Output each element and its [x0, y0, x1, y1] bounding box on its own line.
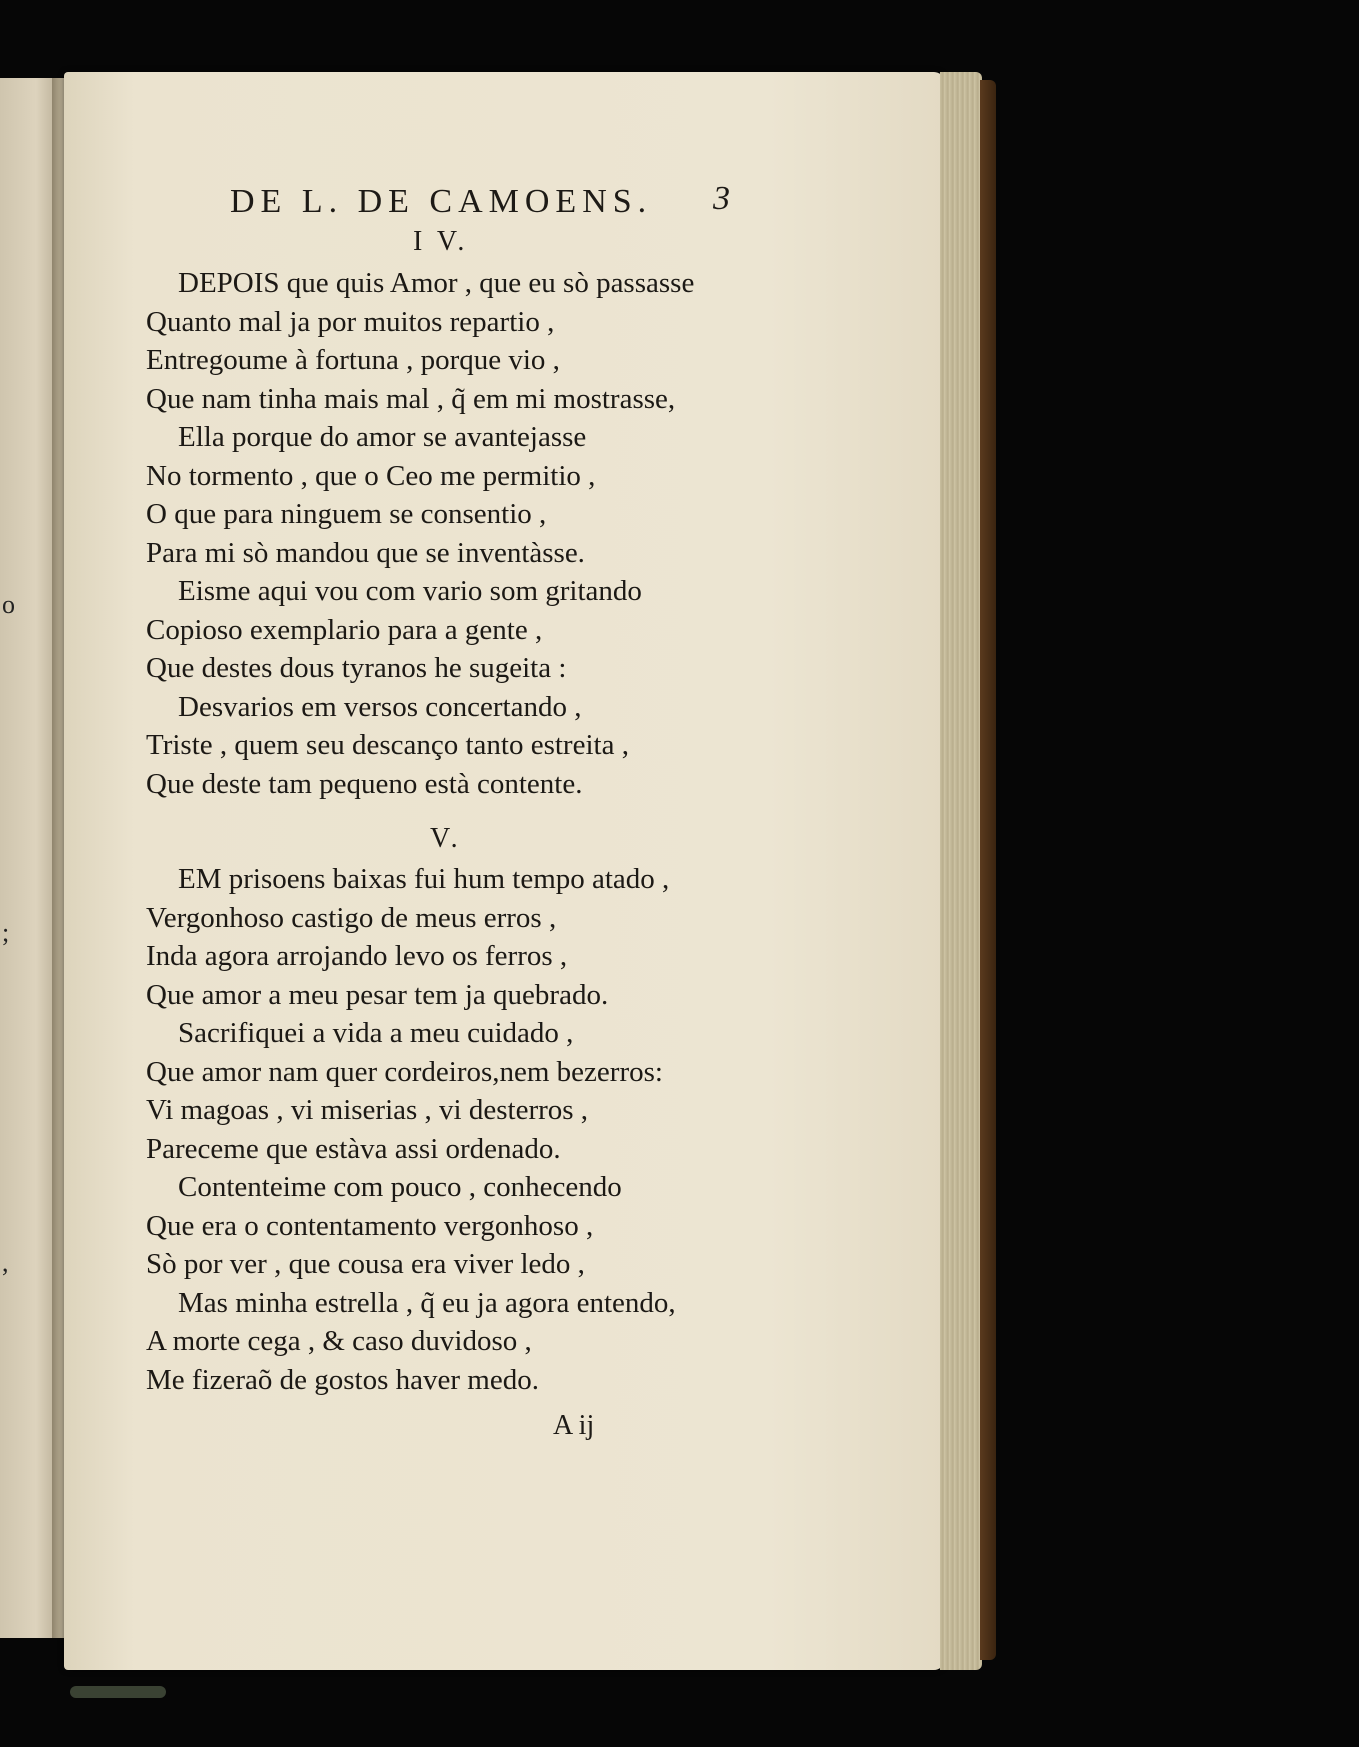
verse-line: No tormento , que o Ceo me permitio , [146, 459, 596, 492]
facing-page-edge [0, 78, 60, 1638]
verse-line: Que deste tam pequeno està contente. [146, 767, 583, 800]
verse-line: Copioso exemplario para a gente , [146, 613, 543, 646]
verse-line: Me fizeraõ de gostos haver medo. [146, 1363, 539, 1396]
page-edges [940, 72, 982, 1670]
ribbon-fragment [70, 1686, 166, 1698]
facing-page-fragment: ; [2, 918, 10, 947]
verse-line: Que era o contentamento vergonhoso , [146, 1209, 594, 1242]
verse-line: Vi magoas , vi miserias , vi desterros , [146, 1094, 589, 1126]
verse-line: Que nam tinha mais mal , q̃ em mi mostrasse, [146, 382, 676, 415]
verse-line: Mas minha estrella , q̃ eu ja agora entendo, [178, 1286, 676, 1319]
verse-line: A morte cega , & caso duvidoso , [146, 1325, 532, 1357]
verse-line: Vergonhoso castigo de meus erros , [146, 901, 557, 934]
verse-line: Sò por ver , que cousa era viver ledo , [146, 1248, 585, 1280]
verse-line: Eisme aqui vou com vario som gritando [178, 575, 642, 607]
verse-line: Sacrifiquei a vida a meu cuidado , [178, 1017, 574, 1049]
verse-line: O que para ninguem se consentio , [146, 498, 547, 530]
verse-line: Desvarios em versos concertando , [178, 690, 582, 723]
facing-page-fragment: , [2, 1248, 9, 1277]
verse-line: EM prisoens baixas fui hum tempo atado , [178, 863, 670, 895]
facing-page-fragment: o [2, 590, 15, 619]
verse-line: Que amor a meu pesar tem ja quebrado. [146, 978, 609, 1011]
verse-line: Que amor nam quer cordeiros,nem bezerros: [146, 1055, 663, 1088]
verse-line: Ella porque do amor se avantejasse [178, 421, 587, 453]
running-head: DE L. DE CAMOENS. [230, 183, 653, 220]
sonnet-number: V. [430, 823, 462, 854]
verse-line: Inda agora arrojando levo os ferros , [146, 940, 568, 972]
verse-line: Contenteime com pouco , conhecendo [178, 1171, 622, 1203]
verse-line: DEPOIS que quis Amor , que eu sò passasse [178, 267, 695, 299]
verse-line: Entregoume à fortuna , porque vio , [146, 344, 560, 376]
verse-line: Triste , quem seu descanço tanto estreita , [146, 729, 629, 761]
verse-line: Pareceme que estàva assi ordenado. [146, 1132, 561, 1165]
sonnet-number: I V. [413, 226, 469, 257]
signature-mark: A ij [553, 1410, 595, 1441]
page-number: 3 [713, 180, 730, 217]
verse-line: Para mi sò mandou que se inventàsse. [146, 536, 585, 569]
verse-line: Que destes dous tyranos he sugeita : [146, 652, 567, 684]
book-cover-edge [980, 80, 996, 1660]
verse-line: Quanto mal ja por muitos repartio , [146, 305, 555, 338]
